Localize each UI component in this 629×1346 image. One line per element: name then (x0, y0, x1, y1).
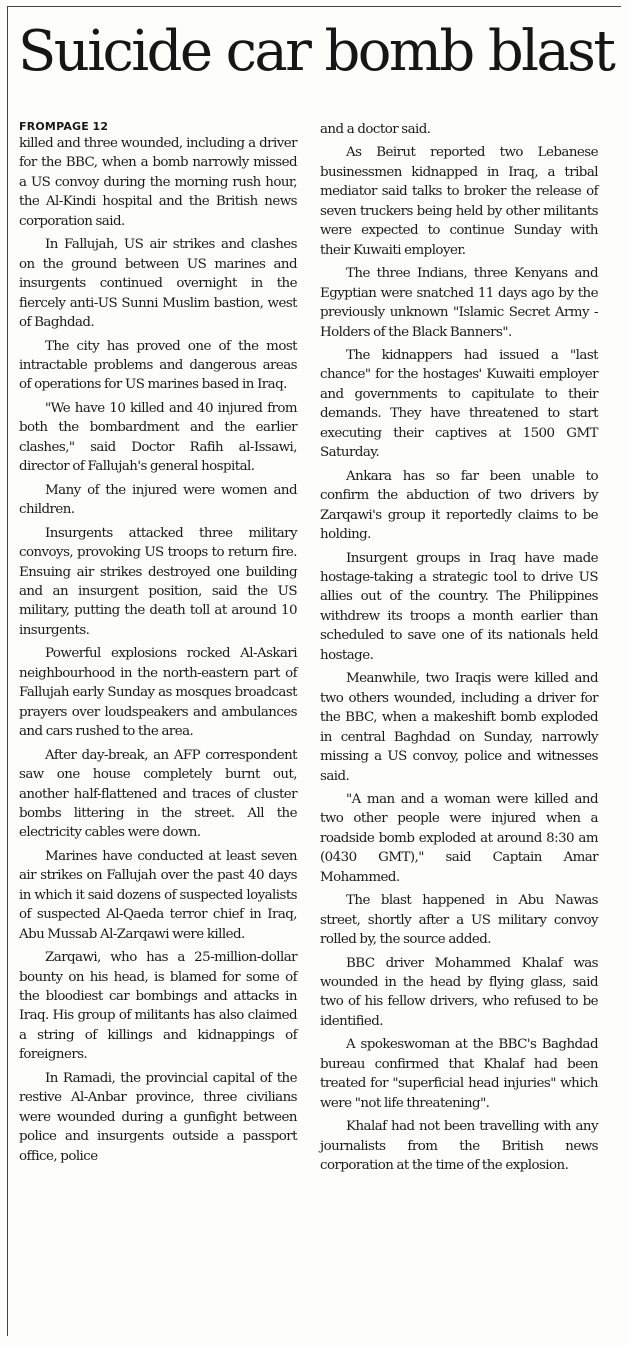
paragraph: The blast happened in Abu Nawas street, shortly after a US military convoy rolled by, the source added. (320, 893, 598, 948)
paragraph: Ankara has so far been unable to confirm the abduction of two drivers by Zarqawi's group it reportedly claims to be holding. (320, 468, 598, 543)
column-right (320, 120, 598, 1180)
paragraph: Insurgent groups in Iraq have made hostage-taking a strategic tool to drive US allies out of the country. The Philippines withdrew its troops a month earlier than scheduled to save one of its nationals held hostage. (320, 550, 598, 663)
paragraph: Marines have conducted at least seven air strikes on Fallujah over the past 40 days in which it said dozens of suspected loyalists of suspected Al-Qaeda terror chief in Iraq, Abu Mussab Al-Zarqawi were killed. (19, 848, 297, 942)
paragraph: "A man and a woman were killed and two other people were injured when a roadside bomb exploded at around 8:30 am (0430 GMT)," said Captain Amar Mohammed. (320, 791, 598, 885)
paragraph: The kidnappers had issued a "last chance" for the hostages' Kuwaiti employer and governments to capitulate to their demands. They have threatened to start executing their captives at 1500 GMT Saturday. (320, 347, 598, 461)
dateline: FROMPAGE 12 (19, 120, 109, 133)
paragraph: The three Indians, three Kenyans and Egyptian were snatched 11 days ago by the previously unknown "Islamic Secret Army - Holders of the Black Banners". (320, 266, 598, 340)
paragraph: and a doctor said. (320, 122, 431, 137)
paragraph: BBC driver Mohammed Khalaf was wounded in the head by flying glass, said two of his fellow drivers, who refused to be identified. (320, 955, 598, 1029)
paragraph: In Ramadi, the provincial capital of the restive Al-Anbar province, three civilians were wounded during a gunfight between police and insurgents outside a passport office, police (19, 1070, 297, 1164)
paragraph: "We have 10 killed and 40 injured from both the bombardment and the earlier clashes," said Doctor Rafih al-Issawi, director of Fallujah's general hospital. (19, 400, 297, 475)
paragraph: killed and three wounded, including a driver for the BBC, when a bomb narrowly missed a US convoy during the morning rush hour, the Al-Kindi hospital and the British news corporation said. (19, 136, 297, 229)
paragraph: A spokeswoman at the BBC's Baghdad bureau confirmed that Khalaf had been treated for "superficial head injuries" which were "not life threatening". (320, 1037, 598, 1111)
headline: Suicide car bomb blast (18, 19, 614, 84)
paragraph: Insurgents attacked three military convoys, provoking US troops to return fire. Ensuing air strikes destroyed one building and an insurgent position, said the US military, putting the death toll at around 10 insurgents. (19, 525, 297, 638)
column-left (19, 120, 297, 1170)
paragraph: As Beirut reported two Lebanese businessmen kidnapped in Iraq, a tribal mediator said talks to broker the release of seven truckers being held by other militants were expected to continue Sunday with their Kuwaiti employer. (320, 145, 598, 258)
paragraph: Khalaf had not been travelling with any journalists from the British news corporation at the time of the explosion. (320, 1119, 598, 1174)
paragraph: After day-break, an AFP correspondent saw one house completely burnt out, another half-flattened and traces of cluster bombs littering in the street. All the electricity cables were down. (19, 747, 297, 841)
paragraph: In Fallujah, US air strikes and clashes on the ground between US marines and insurgents continued overnight in the fiercely anti-US Sunni Muslim bastion, west of Baghdad. (19, 237, 297, 331)
paragraph: Powerful explosions rocked Al-Askari neighbourhood in the north-eastern part of Fallujah early Sunday as mosques broadcast prayers over loudspeakers and ambulances and cars rushed to the area. (19, 646, 297, 740)
paragraph: Many of the injured were women and children. (19, 482, 297, 518)
paragraph: Meanwhile, two Iraqis were killed and two others wounded, including a driver for the BBC, when a makeshift bomb exploded in central Baghdad on Sunday, narrowly missing a US convoy, police and witnesses said. (320, 671, 598, 784)
paragraph: The city has proved one of the most intractable problems and dangerous areas of operations for US marines based in Iraq. (19, 338, 297, 393)
paragraph: Zarqawi, who has a 25-million-dollar bounty on his head, is blamed for some of the bloodiest car bombings and attacks in Iraq. His group of militants has also claimed a string of killings and kidnappings of foreigners. (19, 950, 297, 1063)
